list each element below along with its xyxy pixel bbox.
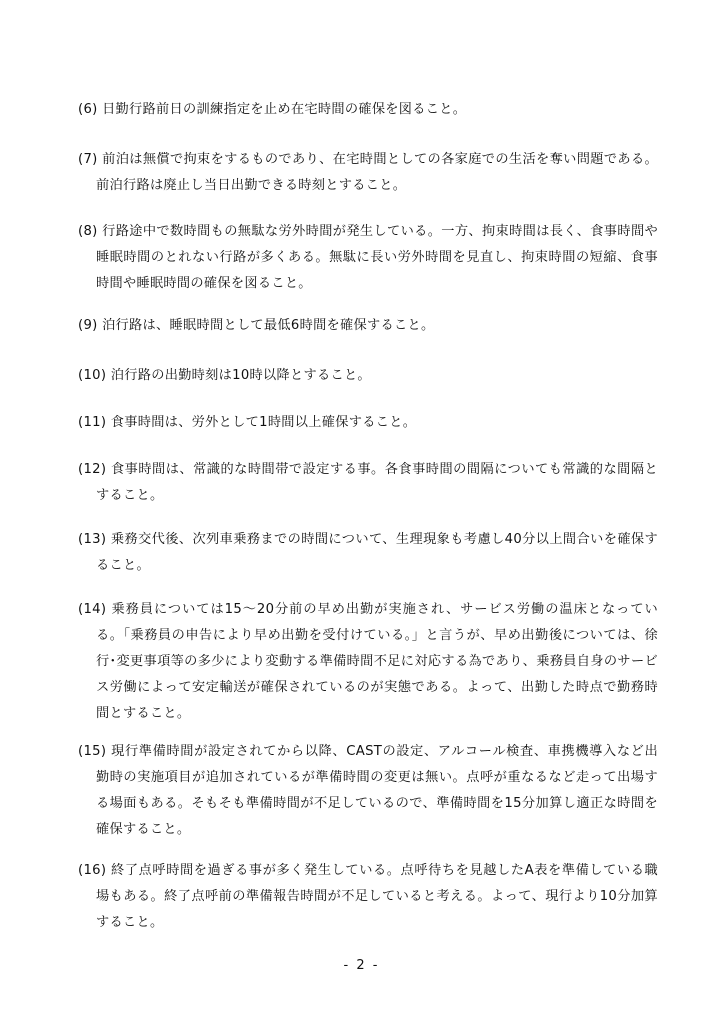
item-text: (12) 食事時間は、常識的な時間帯で設定する事。各食事時間の間隔についても常識的な間隔とすること。 <box>78 462 658 503</box>
page-number: - 2 - <box>343 958 380 973</box>
item-text: (6) 日勤行路前日の訓練指定を止め在宅時間の確保を図ること。 <box>78 102 467 117</box>
list-item <box>78 739 658 843</box>
list-item <box>78 313 658 339</box>
item-text: (16) 終了点呼時間を過ぎる事が多く発生している。点呼待ちを見越したA表を準備している職場もある。終了点呼前の準備報告時間が不足していると考える。よって、現行より10分加算すること。 <box>78 863 658 930</box>
list-item <box>78 147 658 199</box>
item-text: (13) 乗務交代後、次列車乗務までの時間について、生理現象も考慮し40分以上間合いを確保すること。 <box>78 532 658 573</box>
item-text: (11) 食事時間は、労外として1時間以上確保すること。 <box>78 415 417 430</box>
list-item <box>78 410 658 436</box>
list-item <box>78 363 658 389</box>
list-item <box>78 597 658 727</box>
list-item <box>78 858 658 936</box>
list-item <box>78 219 658 297</box>
list-item <box>78 457 658 509</box>
item-text: (14) 乗務員については15～20分前の早め出勤が実施され、サービス労働の温床となっている。「乗務員の申告により早め出勤を受付けている。」と言うが、早め出勤後については、徐行･変更事項等の多少により変動する準備時間不足に対応する為であり、乗務員自身のサービス労働によって安定輸送が確保されているのが実態である。よって、出勤した時点で勤務時間とすること。 <box>78 602 658 721</box>
item-text: (9) 泊行路は、睡眠時間として最低6時間を確保すること。 <box>78 318 435 333</box>
item-text: (7) 前泊は無償で拘束をするものであり、在宅時間としての各家庭での生活を奪い問題である。前泊行路は廃止し当日出勤できる時刻とすること。 <box>78 152 658 193</box>
list-item <box>78 527 658 579</box>
item-text: (8) 行路途中で数時間もの無駄な労外時間が発生している。一方、拘束時間は長く、食事時間や睡眠時間のとれない行路が多くある。無駄に長い労外時間を見直し、拘束時間の短縮、食事時間や睡眠時間の確保を図ること。 <box>78 224 658 291</box>
list-item <box>78 97 658 123</box>
item-text: (10) 泊行路の出勤時刻は10時以降とすること。 <box>78 368 371 383</box>
item-text: (15) 現行準備時間が設定されてから以降、CASTの設定、アルコール検査、車携機導入など出勤時の実施項目が追加されているが準備時間の変更は無い。点呼が重なるなど走って出場する場面もある。そもそも準備時間が不足しているので、準備時間を15分加算し適正な時間を確保すること。 <box>78 744 658 837</box>
